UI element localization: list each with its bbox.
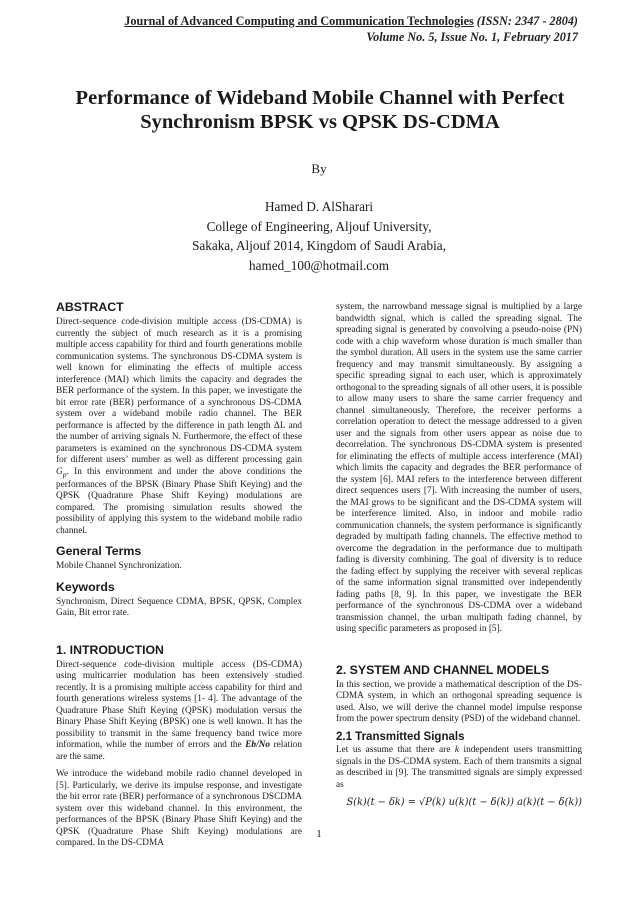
keywords-heading: Keywords: [56, 579, 115, 594]
by-label: By: [311, 161, 327, 176]
author-block: [0, 197, 638, 275]
left-column: [56, 300, 302, 856]
system-models-heading: 2. SYSTEM AND CHANNEL MODELS: [336, 662, 550, 677]
author-address: Sakaka, Aljouf 2014, Kingdom of Saudi Arabia,: [192, 238, 446, 254]
introduction-paragraph-1: Direct-sequence code-division multiple access (DS-CDMA) using multicarrier modulation has been extensively studied recently. It is a promising multiple access capability for third and fourth generations wireless systems [1- 4]. The advantage of the Quadrature Phase Shift Keying (QPSK) modulation versus the Binary Phase Shift Keying (BPSK) one is well known. It has the possibility to transmit in the same frequency band twice more information, while the number of errors and the Eb/No relation are the same.: [56, 659, 302, 762]
page-number: 1: [316, 828, 322, 840]
journal-volume: Volume No. 5, Issue No. 1, February 2017: [366, 30, 578, 44]
title-line-2: Synchronism BPSK vs QPSK DS-CDMA: [140, 111, 500, 133]
journal-name[interactable]: Journal of Advanced Computing and Communication Technologies: [124, 14, 474, 28]
introduction-paragraph-2: We introduce the wideband mobile radio channel developed in [5]. Particularly, we derive its impulse response, and investigate the bit error rate (BER) performance of a synchronous DSCDMA system over this wideband channel. In this environment, the performances of the BPSK (Binary Phase Shift Keying) and the QPSK (Quadrature Phase Shift Keying) modulations are compared. In the DS-CDMA: [56, 769, 302, 849]
abstract-heading: ABSTRACT: [56, 300, 124, 314]
title-line-1: Performance of Wideband Mobile Channel with Perfect: [75, 87, 565, 109]
right-column: [336, 302, 582, 809]
author-affiliation: College of Engineering, Aljouf University,: [206, 218, 432, 234]
abstract-text: Direct-sequence code-division multiple access (DS-CDMA) is currently the subject of much research as it is a promising multiple access capability for third and fourth generations mobile communication systems. The synchronous DS-CDMA system is well known for eliminating the effects of multiple access interference (MAI) which limits the capacity and degrades the BER performance of the system. In this paper, we investigate the bit error rate (BER) performance of a synchronous DS-CDMA system over a wideband mobile radio channel. The BER performance is affected by the difference in path length ΔL and the number of arriving signals N. Furthermore, the effect of these parameters is examined on the synchronous DS-CDMA system for different users’ number as well as different processing gain $G_p$. In this environment and under the above conditions the performances of the BPSK (Binary Phase Shift Keying) and the QPSK (Quadrature Phase Shift Keying) modulations are compared. The promising simulation results showed the possibility of applying this system to the wideband mobile radio channel.: [56, 317, 302, 536]
general-terms-text: Mobile Channel Synchronization.: [56, 561, 182, 572]
author-name: Hamed D. AlSharari: [264, 199, 374, 214]
introduction-paragraph-3: system, the narrowband message signal is multiplied by a large bandwidth signal, which is called the spreading signal. The spreading signal is generated by convolving a pseudo-noise (PN) code with a chip waveform whose duration is much smaller than the symbol duration. All users in the system use the same carrier frequency and may transmit simultaneously. By assigning a specific spreading signal to each user, which is approximately orthogonal to the spreading signals of all other users, it is possible to allow many users to share the same carrier frequency and channel simultaneously. Therefore, the receiver performs a correlation operation to detect the message addressed to a given user and the signals from other users appear as noise due to decorrelation. The synchronous DS-CDMA system is presented for eliminating the effects of multiple access interference (MAI) which limits the capacity and degrades the BER performance of the system [6]. MAI refers to the interference between different direct sequences users [7]. With increasing the number of users, the MAI grows to be significant and the DS-CDMA system will be interference limited. Also, in indoor and mobile radio communication channels, the system performance is significantly degraded by multipath fading channels. The effective method to overcome the degradation in the performance due to multipath fading is diversity combining. The goal of diversity is to reduce the fading effect by supplying the receiver with several replicas of the same information signal transmitted over independently fading paths [8, 9]. In this paper, we investigate the BER performance of the synchronous DS-CDMA over a wideband transmission channel, the urban multipath fading channel, by using specific parameters as proposed in [5].: [336, 302, 582, 634]
introduction-heading: 1. INTRODUCTION: [56, 642, 164, 657]
journal-header: [124, 14, 578, 45]
journal-issn: (ISSN: 2347 - 2804): [476, 14, 578, 28]
general-terms-heading: General Terms: [56, 544, 142, 559]
transmitted-signal-equation: S(k)(t − δk) = √P(k) u(k)(t − δ(k)) a(k)(t − δ(k)): [346, 797, 582, 808]
author-email[interactable]: hamed_100@hotmail.com: [249, 257, 389, 273]
transmitted-signals-text: Let us assume that there are k independent users transmitting signals in the DS-CDMA system. Each of them transmits a signal as described in [9]. The transmitted signals are simply expressed as: [336, 745, 582, 790]
journal-line: [124, 14, 578, 29]
keywords-text: Synchronism, Direct Sequence CDMA, BPSK, QPSK, Complex Gain, Bit error rate.: [56, 596, 302, 619]
system-models-text: In this section, we provide a mathematical description of the DS-CDMA system, in which an orthogonal spreading sequence is used. Also, we will derive the channel model impulse response from the power spectrum density (PSD) of the wideband channel.: [336, 679, 582, 724]
paper-title: [40, 86, 600, 134]
transmitted-signals-heading: 2.1 Transmitted Signals: [336, 730, 465, 743]
